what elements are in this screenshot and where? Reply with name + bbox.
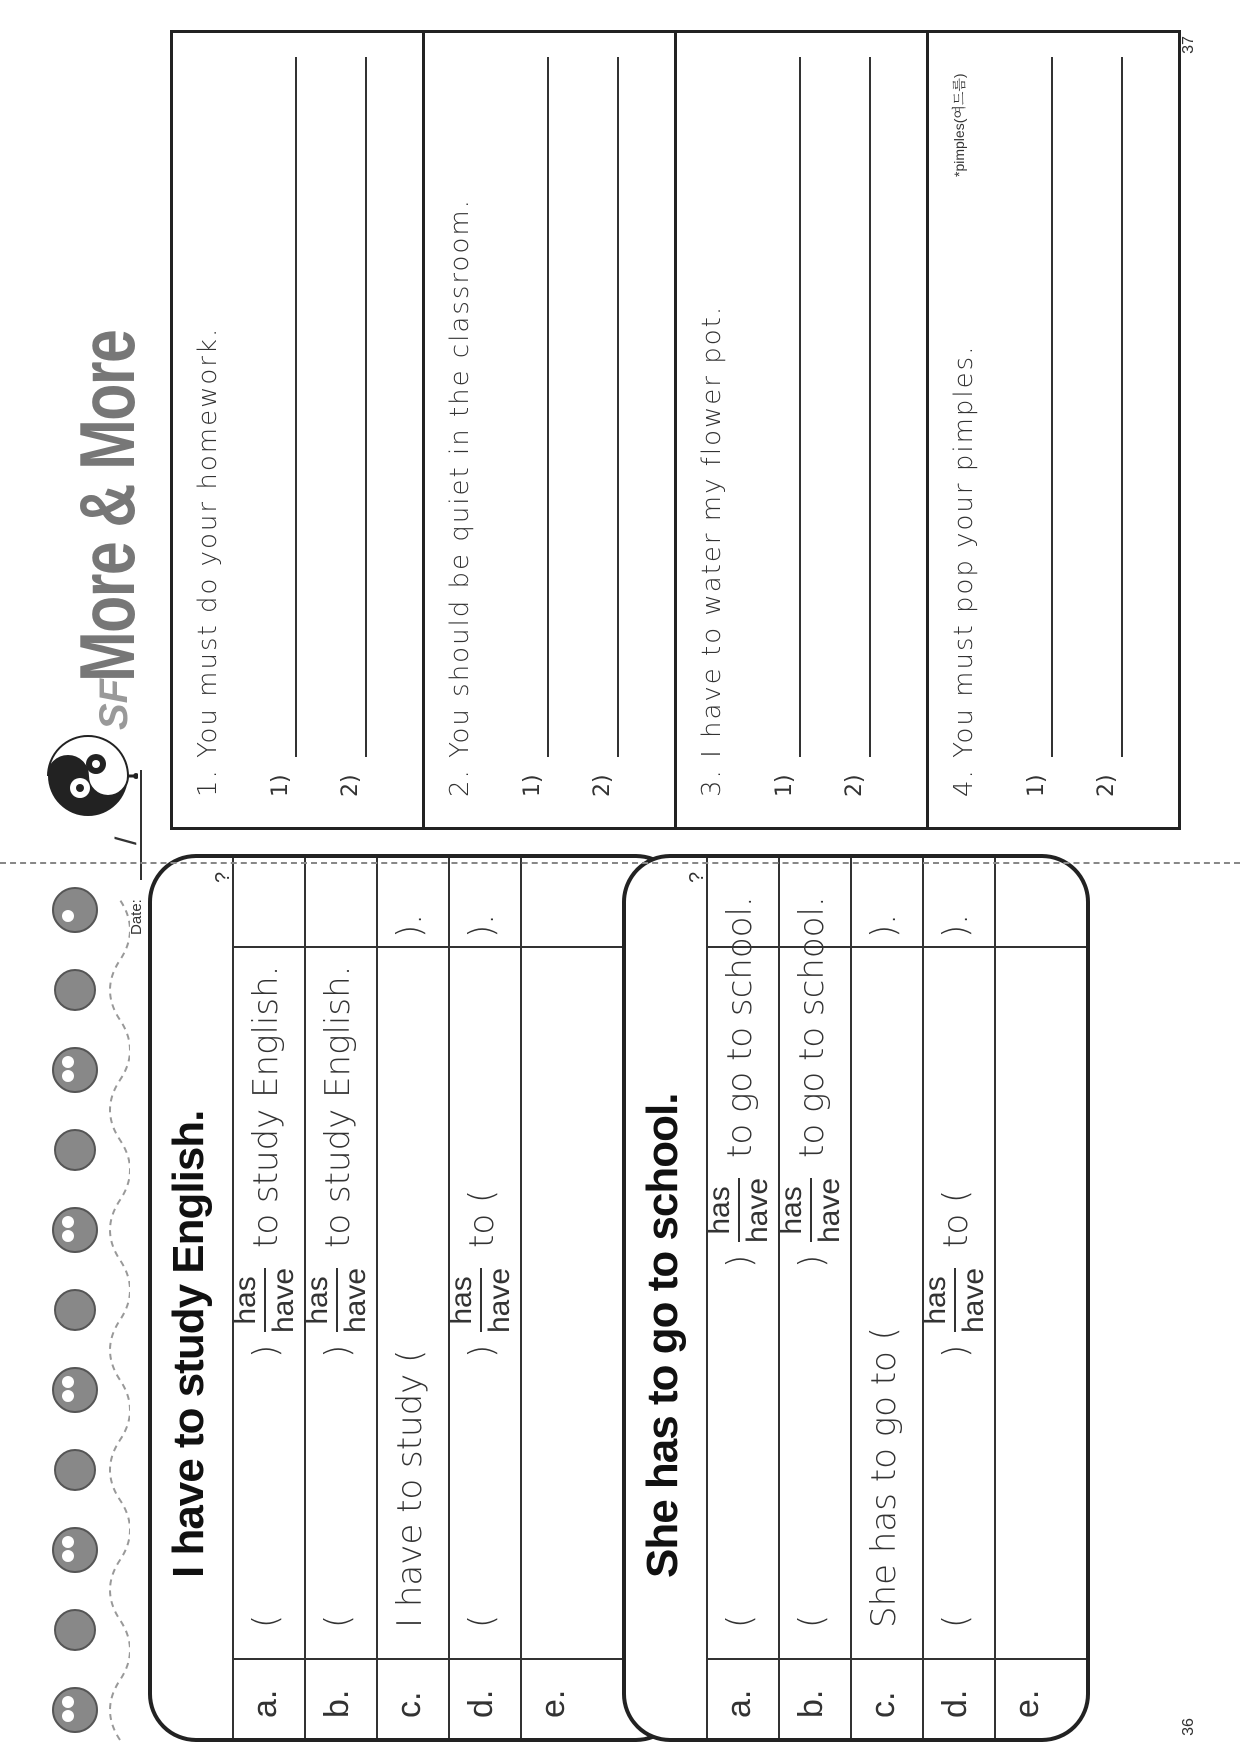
prompt-text: 3. I have to water my flower pot.: [697, 304, 727, 797]
worksheet-2-table: [703, 858, 1088, 1738]
row-tail: to study English.: [318, 965, 358, 1248]
fraction-bar: [954, 1268, 956, 1332]
answer-number: 1): [772, 774, 797, 797]
worksheet-1-table: [229, 858, 682, 1738]
open-paren: (: [318, 1614, 358, 1628]
open-paren: (: [792, 1614, 832, 1628]
answer-number: 2): [338, 774, 363, 797]
prompt-section-4: [929, 33, 1178, 827]
close-paren: ): [792, 1254, 832, 1268]
row-tail: to (: [462, 1189, 502, 1248]
fraction-bar: [336, 1268, 338, 1332]
question-mark: ?: [212, 871, 234, 883]
answer-blank[interactable]: [246, 1448, 286, 1598]
has-have-choice[interactable]: [776, 1178, 845, 1243]
alien-decoration-icon: [20, 870, 130, 1750]
answer-line[interactable]: [365, 57, 367, 757]
answer-line[interactable]: [295, 57, 297, 757]
choice-have: have: [740, 1177, 774, 1243]
answer-line[interactable]: [1051, 57, 1053, 757]
row-label: b.: [792, 1689, 830, 1718]
date-slash: /: [110, 836, 143, 845]
answer-blank[interactable]: [1008, 968, 1048, 1628]
fraction-bar: [810, 1178, 812, 1242]
close-paren: ): [936, 1344, 976, 1358]
has-have-choice[interactable]: [446, 1268, 515, 1333]
worksheet-2-title: She has to go to school.: [638, 1093, 687, 1578]
has-have-choice[interactable]: [230, 1268, 299, 1333]
more-and-more-box: [170, 30, 1181, 830]
answer-number: 2): [1094, 774, 1119, 797]
close-paren: ): [462, 1344, 502, 1358]
table-row: [919, 858, 996, 1738]
row-text: She has to go to (: [864, 1327, 904, 1628]
answer-line[interactable]: [1121, 57, 1123, 757]
row-label: e.: [1008, 1689, 1046, 1718]
answer-number: 1): [1024, 774, 1049, 797]
choice-have: have: [338, 1267, 372, 1333]
answer-number: 2): [590, 774, 615, 797]
has-have-choice[interactable]: [920, 1268, 989, 1333]
choice-have: have: [812, 1177, 846, 1243]
choice-have: have: [482, 1267, 516, 1333]
date-label: Date:: [128, 899, 145, 935]
row-label: a.: [246, 1689, 284, 1718]
choice-has: has: [703, 1186, 736, 1235]
table-row: [229, 858, 306, 1738]
answer-line[interactable]: [799, 57, 801, 757]
open-paren: (: [462, 1614, 502, 1628]
table-row: [703, 858, 780, 1738]
prompt-section-2: [425, 33, 677, 827]
row-end: ).: [936, 913, 976, 938]
prompt-section-1: [173, 33, 425, 827]
row-label: e.: [534, 1689, 572, 1718]
fraction-bar: [480, 1268, 482, 1332]
table-row: [852, 858, 924, 1738]
sf-mascot-icon: [38, 726, 138, 826]
open-paren: (: [720, 1614, 760, 1628]
choice-has: has: [775, 1186, 808, 1235]
sf-logo-text: SF: [92, 678, 136, 730]
prompt-text: 2. You should be quiet in the classroom.: [445, 198, 475, 797]
answer-blank[interactable]: [318, 1448, 358, 1598]
answer-blank[interactable]: [462, 1448, 502, 1598]
row-label: a.: [720, 1689, 758, 1718]
choice-have: have: [266, 1267, 300, 1333]
prompt-section-3: [677, 33, 929, 827]
row-label: d.: [462, 1689, 500, 1718]
table-row: [775, 858, 852, 1738]
table-row: [301, 858, 378, 1738]
answer-number: 1): [268, 774, 293, 797]
choice-has: has: [301, 1276, 334, 1325]
fraction-bar: [738, 1178, 740, 1242]
table-row: [378, 858, 450, 1738]
choice-has: has: [445, 1276, 478, 1325]
fraction-bar: [264, 1268, 266, 1332]
choice-have: have: [956, 1267, 990, 1333]
close-paren: ): [246, 1344, 286, 1358]
answer-blank[interactable]: [792, 1448, 832, 1598]
worksheet-2: [622, 854, 1090, 1742]
row-label: c.: [390, 1691, 428, 1718]
answer-line[interactable]: [547, 57, 549, 757]
row-tail: to (: [936, 1189, 976, 1248]
answer-number: 2): [842, 774, 867, 797]
close-paren: ): [720, 1254, 760, 1268]
row-tail: to go to school.: [792, 896, 832, 1158]
choice-has: has: [229, 1276, 262, 1325]
choice-has: has: [919, 1276, 952, 1325]
has-have-choice[interactable]: [302, 1268, 371, 1333]
more-and-more-title: More & More: [63, 330, 151, 682]
answer-blank[interactable]: [936, 1448, 976, 1598]
row-tail: to go to school.: [720, 896, 760, 1158]
open-paren: (: [246, 1614, 286, 1628]
row-label: c.: [864, 1691, 902, 1718]
row-end: ).: [462, 913, 502, 938]
page-number-left: 36: [1179, 1718, 1197, 1736]
table-row: [996, 858, 1068, 1738]
row-label: b.: [318, 1689, 356, 1718]
row-tail: to study English.: [246, 965, 286, 1248]
worksheet-1-title: I have to study English.: [164, 1110, 213, 1578]
answer-blank[interactable]: [534, 968, 574, 1628]
answer-blank[interactable]: [720, 1448, 760, 1598]
row-label: d.: [936, 1689, 974, 1718]
answer-line[interactable]: [617, 57, 619, 757]
row-text: I have to study (: [390, 1349, 430, 1628]
question-mark: ?: [686, 871, 708, 883]
prompt-text: 1. You must do your homework.: [193, 326, 223, 797]
answer-blank[interactable]: [390, 958, 430, 1318]
answer-blank[interactable]: [462, 958, 502, 1168]
row-end: ).: [390, 913, 430, 938]
close-paren: ): [318, 1344, 358, 1358]
footnote: *pimples(여드름): [951, 73, 967, 177]
prompt-text: 4. You must pop your pimples.: [949, 344, 979, 797]
open-paren: (: [936, 1614, 976, 1628]
table-row: [445, 858, 522, 1738]
answer-blank[interactable]: [936, 958, 976, 1168]
answer-number: 1): [520, 774, 545, 797]
answer-line[interactable]: [869, 57, 871, 757]
row-end: ).: [864, 913, 904, 938]
page-separator: [0, 862, 1240, 864]
page-number-right: 37: [1179, 36, 1197, 54]
has-have-choice[interactable]: [704, 1178, 773, 1243]
table-row: [522, 858, 594, 1738]
answer-blank[interactable]: [864, 958, 904, 1288]
worksheet-1: [148, 854, 684, 1742]
